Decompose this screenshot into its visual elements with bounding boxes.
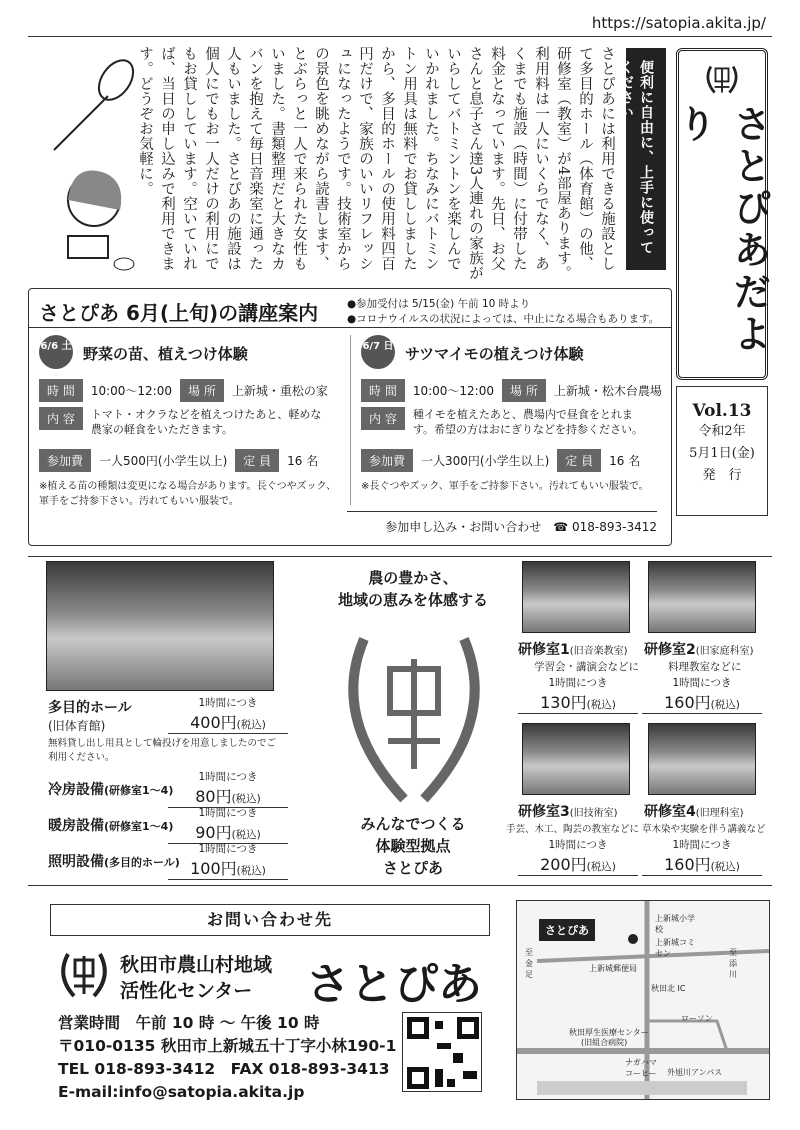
extra-price: 1時間につき 80円(税込) xyxy=(168,769,288,808)
issue-date: 5月1日(金) xyxy=(689,446,755,461)
extra-name: 冷房設備(研修室1〜4) xyxy=(48,782,174,798)
course-heading: さとぴあ 6月(上旬)の講座案内 xyxy=(39,301,319,325)
hall-name: 多目的ホール xyxy=(48,700,132,716)
price-tax: (税込) xyxy=(236,719,266,731)
map-label: 上新城コミセン xyxy=(655,938,695,958)
map-label: 至 金足 xyxy=(525,948,533,979)
event-content-row xyxy=(39,407,331,437)
room-use: 料理教室などに xyxy=(668,661,742,673)
map-label: 上新城郵便局 xyxy=(589,964,637,973)
room-name: 研修室3(旧技術室) xyxy=(518,804,618,820)
issue-year: 令和2年 xyxy=(698,424,746,439)
place-value: 上新城・重松の家 xyxy=(231,384,328,398)
tagline: 便利に自由に、上手に使ってください xyxy=(626,48,666,270)
content-label: 内 容 xyxy=(39,407,83,430)
hall-sub: (旧体育館) xyxy=(48,719,106,733)
capacity-label: 定 員 xyxy=(235,449,279,472)
map-label: 秋田厚生医療センター xyxy=(569,1028,649,1037)
room-name: 研修室1(旧音楽教室) xyxy=(518,642,628,658)
map-label: ナガハマコーヒー xyxy=(625,1058,657,1078)
extra-name: 照明設備(多目的ホール) xyxy=(48,854,180,870)
room-photo xyxy=(648,723,756,795)
hall-price xyxy=(168,695,288,734)
issue-label: 発 行 xyxy=(702,468,742,483)
content-value: 種イモを植えたあと、農場内で昼食をとれます。希望の方はおにぎりなどを持参ください。 xyxy=(412,408,643,436)
business-hours: 営業時間 午前 10 時 〜 午後 10 時 xyxy=(58,1014,320,1032)
event-note: ※長ぐつやズック、軍手をご持参下さい。汚れてもいい服装で。 xyxy=(361,481,649,492)
hall-photo xyxy=(46,561,274,691)
room-use: 手芸、木工、陶芸の教室などに xyxy=(506,824,640,835)
event-title: 野菜の苗、植えつけ体験 xyxy=(83,345,248,363)
contact-info xyxy=(58,1012,396,1104)
course-notes xyxy=(347,297,659,327)
registration-note: ●参加受付は 5/15(金) 午前 10 時より xyxy=(347,298,531,310)
course-contact[interactable]: 参加申し込み・お問い合わせ ☎ 018-893-3412 xyxy=(347,511,657,535)
laurel-logo-icon xyxy=(56,946,112,1002)
time-label: 時 間 xyxy=(361,379,405,402)
site-url[interactable]: https://satopia.akita.jp/ xyxy=(591,14,766,32)
organization-name: 秋田市農山村地域 活性化センター xyxy=(120,954,273,1002)
extra-price: 1時間につき 90円(税込) xyxy=(168,805,288,844)
fee-label: 参加費 xyxy=(361,449,413,472)
room-price: 1時間につき 160円(税込) xyxy=(642,675,762,714)
place-value: 上新城・松木台農場 xyxy=(553,384,662,398)
facility-name: さとぴあ xyxy=(306,959,482,1010)
map-label: 秋田北 IC xyxy=(651,984,686,993)
time-value: 10:00〜12:00 xyxy=(412,384,494,398)
event-note: ※植える苗の種類は変更になる場合があります。長ぐつやズック、軍手をご持参下さい。汚れてもいい服装で。 xyxy=(39,481,337,507)
slogan-top: 農の豊かさ、 地域の恵みを体感する xyxy=(337,569,488,609)
event-content-row xyxy=(361,407,653,437)
map-label: ローソン xyxy=(681,1014,713,1023)
content-label: 内 容 xyxy=(361,407,405,430)
intro-article: さとぴあには利用できる施設として多目的ホール（体育館）の他、研修室（教室）が4部屋あります。利用料は一人にいくらでなく、あくまでも施設（時間）に付帯した料金となっています。先日、お父さんと息子さん達3人連れの家族がいらしてバトミントンを楽しんでいかれました。ちなみにバトミントン用具は無料でお貸ししましたから、多目的ホールの使用料四百円だけで、家族のいいリフレッシュになったようです。技術室からの景色を眺めながら読書します、とぶらっと一人で来られた女性もいました。書類整理だと大きなカバンを抱えて毎日音楽室に通った人もいました。さとぴあの施設は個人にでもお一人だけの利用にでもお貸ししています。空いていれば、当日の申し込みで利用できます。どうぞお気軽に。 xyxy=(137,46,615,281)
room-photo xyxy=(522,723,630,795)
event-title: サツマイモの植えつけ体験 xyxy=(405,345,584,363)
slogan-bottom: みんなでつくる 体験型拠点 さとぴあ xyxy=(360,815,466,877)
map-label: 上新城小学校 xyxy=(655,914,695,934)
price-value: 400円 xyxy=(190,713,237,732)
laurel-logo-icon xyxy=(700,61,744,98)
price-unit: 1時間につき xyxy=(198,697,258,709)
map-label: 外旭川アンパス xyxy=(667,1068,723,1077)
room-name: 研修室2(旧家庭科室) xyxy=(644,642,754,658)
content-value: トマト・オクラなどを植えつけたあと、軽めな農家の軽食をいただきます。 xyxy=(90,408,322,436)
room-use: 草木染や実験を伴う講義など xyxy=(642,824,766,835)
address: 〒010-0135 秋田市上新城五十丁字小林190-1 xyxy=(58,1037,397,1055)
hall-note: 無料貸し出し用具として輪投げを用意しましたのでご利用ください。 xyxy=(48,738,277,763)
facilities-section xyxy=(28,556,772,886)
contact-title: お問い合わせ先 xyxy=(50,904,490,936)
time-label: 時 間 xyxy=(39,379,83,402)
laurel-emblem-icon xyxy=(334,619,494,809)
event-time-row xyxy=(361,379,662,402)
course-announcement xyxy=(28,288,672,546)
email[interactable]: E-mail:info@satopia.akita.jp xyxy=(58,1083,305,1101)
event-date-badge: 6/6 土 xyxy=(39,335,73,369)
fee-label: 参加費 xyxy=(39,449,91,472)
room-photo xyxy=(522,561,630,633)
room-photo xyxy=(648,561,756,633)
capacity-value: 16 名 xyxy=(287,454,319,468)
phone-fax[interactable]: TEL 018-893-3412 FAX 018-893-3413 xyxy=(58,1060,390,1078)
room-price: 1時間につき 160円(税込) xyxy=(642,837,762,876)
capacity-value: 16 名 xyxy=(609,454,641,468)
course-divider xyxy=(29,327,671,328)
access-map[interactable] xyxy=(516,900,770,1100)
map-here-label: さとぴあ xyxy=(539,919,595,941)
qr-code-icon[interactable] xyxy=(402,1012,482,1092)
event-date-badge: 6/7 日 xyxy=(361,335,395,369)
map-label: (旧組合病院) xyxy=(581,1038,628,1047)
extra-price: 1時間につき 100円(税込) xyxy=(168,841,288,880)
title-block xyxy=(672,48,771,380)
volume-box xyxy=(676,386,768,516)
event-fee-row xyxy=(39,449,318,472)
room-price: 1時間につき 200円(税込) xyxy=(518,837,638,876)
place-label: 場 所 xyxy=(502,379,546,402)
newsletter-title: さとぴあだより xyxy=(672,104,771,357)
fee-value: 一人500円(小学生以上) xyxy=(99,454,228,468)
capacity-label: 定 員 xyxy=(557,449,601,472)
event-time-row xyxy=(39,379,328,402)
time-value: 10:00〜12:00 xyxy=(90,384,172,398)
extra-name: 暖房設備(研修室1〜4) xyxy=(48,818,174,834)
map-label: 至 添川 xyxy=(729,948,737,979)
woman-reading-illustration xyxy=(38,50,138,280)
room-name: 研修室4(旧理科室) xyxy=(644,804,744,820)
fee-value: 一人300円(小学生以上) xyxy=(421,454,550,468)
top-divider xyxy=(28,36,772,37)
volume-number: Vol.13 xyxy=(692,401,752,421)
event-divider xyxy=(350,335,351,505)
place-label: 場 所 xyxy=(180,379,224,402)
event-fee-row xyxy=(361,449,640,472)
room-price: 1時間につき 130円(税込) xyxy=(518,675,638,714)
covid-note: ●コロナウイルスの状況によっては、中止になる場合もあります。 xyxy=(347,313,660,325)
room-use: 学習会・講演会などに xyxy=(534,661,639,673)
